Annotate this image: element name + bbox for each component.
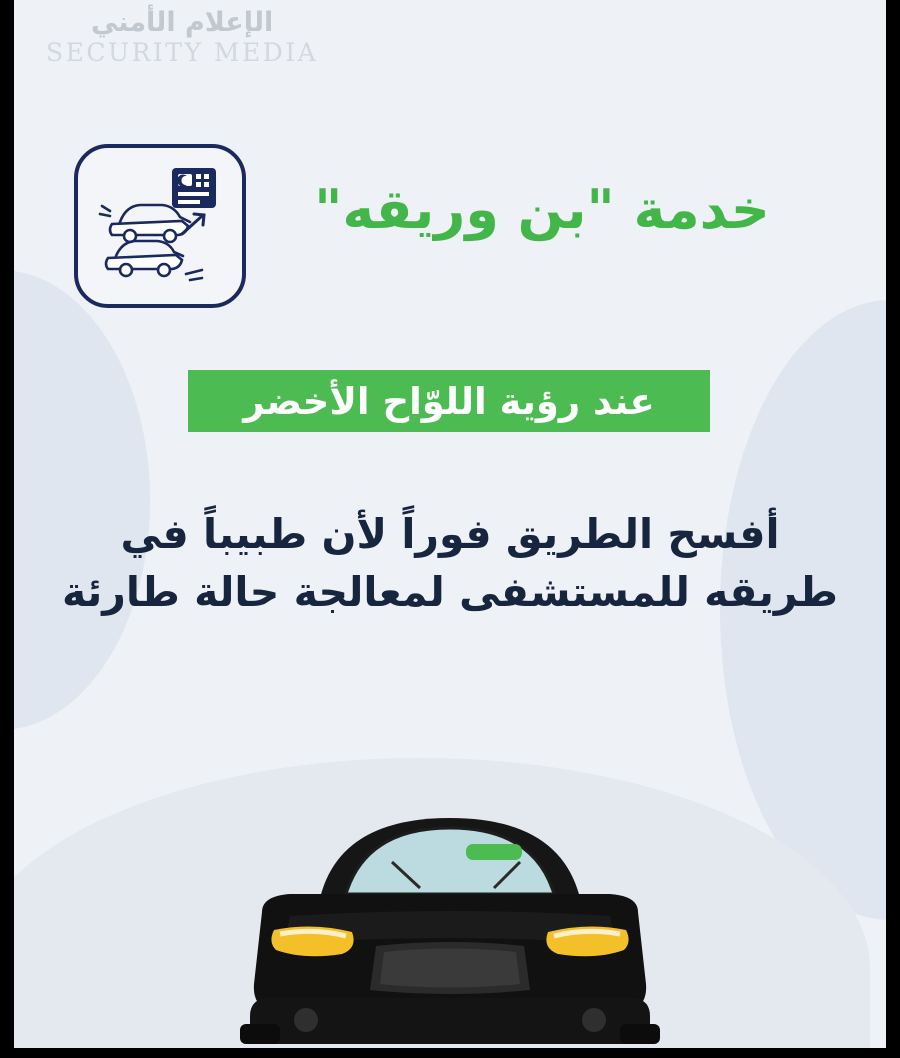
permit-card-icon xyxy=(172,168,216,208)
logo-arabic-text: الإعلام الأمني xyxy=(90,7,274,38)
body-message: أفسح الطريق فوراً لأن طبيباً في طريقه للمستشفى لمعالجة حالة طارئة xyxy=(61,510,839,617)
car-top-icon xyxy=(100,205,190,242)
green-flasher-light xyxy=(466,844,522,860)
permit-badge-icon xyxy=(74,144,246,308)
frame-bar-left xyxy=(0,0,14,1058)
frame-bar-bottom xyxy=(0,1048,900,1058)
frame-bar-right xyxy=(886,0,900,1058)
banner-text: عند رؤية اللوّاح الأخضر xyxy=(243,379,655,423)
logo-english-text: SECURITY MEDIA xyxy=(46,37,319,67)
page-title: خدمة "بن وريقه" xyxy=(314,178,770,241)
security-media-logo xyxy=(46,8,318,67)
green-banner xyxy=(188,370,710,432)
background-blob-left xyxy=(0,270,150,730)
car-illustration xyxy=(0,748,900,1048)
car-bottom-icon xyxy=(106,241,202,280)
